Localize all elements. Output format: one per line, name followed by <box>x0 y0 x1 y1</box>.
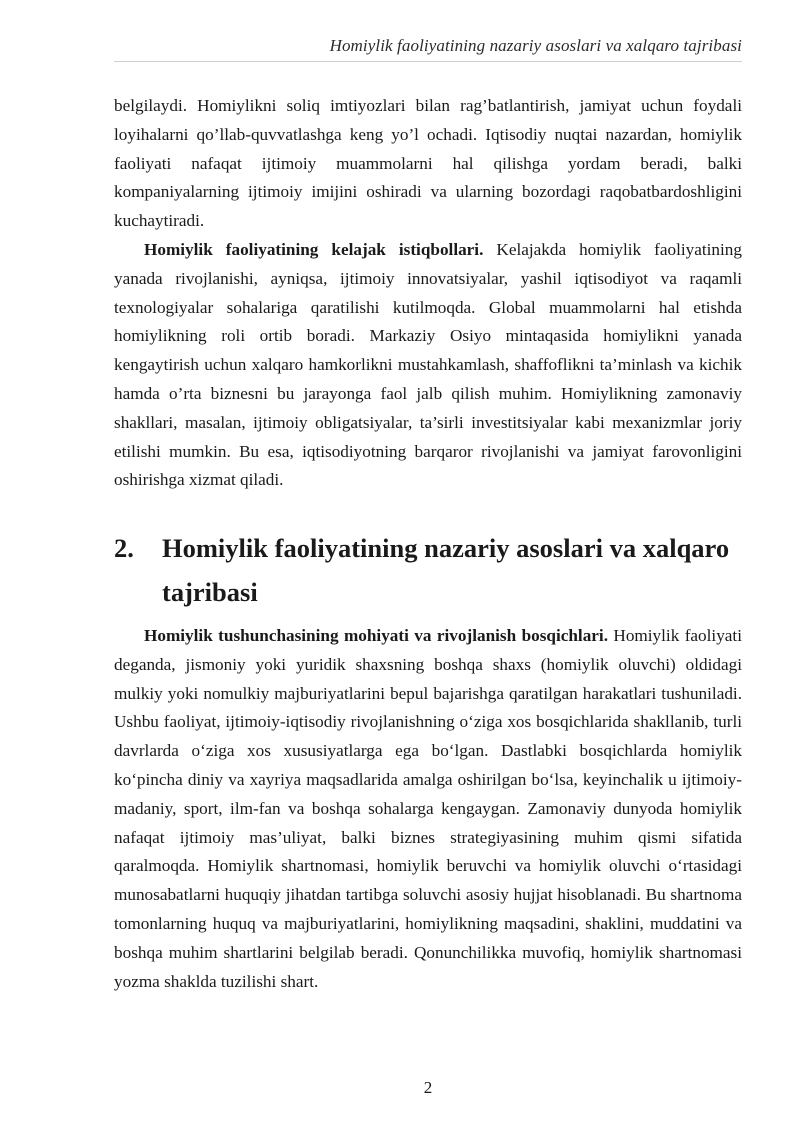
body-paragraph <box>114 622 742 996</box>
paragraph-text: Homiylik faoliyati deganda, jismoniy yoki yuridik shaxsning boshqa shaxs (homiylik oluvchi) oldidagi mulkiy yoki nomulkiy majburiyatlarini bepul bajarishga qaratilgan harakatlari tushuniladi. Ushbu faoliyat, ijtimoiy-iqtisodiy rivojlanishning o‘ziga xos bosqichlarida shakllanib, turli davrlarda o‘ziga xos xususiyatlarga ega bo‘lgan. Dastlabki bosqichlarda homiylik ko‘pincha diniy va xayriya maqsadlarida amalga oshirilgan bo‘lsa, keyinchalik u ijtimoiy-madaniy, sport, ilm-fan va boshqa sohalarga kengaygan. Zamonaviy dunyoda homiylik nafaqat ijtimoiy mas’uliyat, balki biznes strategiyasining muhim qismi sifatida qaralmoqda. Homiylik shartnomasi, homiylik beruvchi va homiylik oluvchi o‘rtasidagi munosabatlarni huquqiy jihatdan tartibga soluvchi asosiy hujjat hisoblanadi. Bu shartnoma tomonlarning huquq va majburiyatlarini, homiylikning maqsadini, shaklini, muddatini va boshqa muhim shartlarini belgilab beradi. Qonunchilikka muvofiq, homiylik shartnomasi yozma shaklda tuzilishi shart. <box>114 626 742 991</box>
section-title: Homiylik faoliyatining nazariy asoslari va xalqaro tajribasi <box>162 533 730 607</box>
section-number: 2. <box>114 533 134 563</box>
header-divider <box>114 61 742 62</box>
running-header: Homiylik faoliyatining nazariy asoslari va xalqaro tajribasi <box>329 36 742 55</box>
paragraph-text: belgilaydi. Homiylikni soliq imtiyozlari bilan rag’batlantirish, jamiyat uchun foydali loyihalarni qo’llab-quvvatlashga keng yo’l ochadi. Iqtisodiy nuqtai nazardan, homiylik faoliyati nafaqat ijtimoiy muammolarni hal qilishga yordam beradi, balki kompaniyalarning ijtimoiy imijini oshiradi va ularning bozordagi raqobatbardoshligini kuchaytiradi. <box>114 96 742 231</box>
body-paragraph <box>114 236 742 495</box>
body-paragraph <box>114 92 742 236</box>
page-number: 2 <box>423 1078 433 1097</box>
paragraph-lead-heading: Homiylik faoliyatining kelajak istiqbollari. <box>144 239 484 259</box>
paragraph-text: Kelajakda homiylik faoliyatining yanada rivojlanishi, ayniqsa, ijtimoiy innovatsiyalar, yashil iqtisodiyot va raqamli texnologiyalar sohalariga qaratilishi kutilmoqda. Global muammolarni hal etishda homiylikning roli ortib boradi. Markaziy Osiyo mintaqasida homiylikni yanada kengaytirish uchun xalqaro hamkorlikni mustahkamlash, shaffoflikni ta’minlash va kichik hamda o’rta biznesni bu jarayonga faol jalb qilish muhim. Homiylikning zamonaviy shakllari, masalan, ijtimoiy obligatsiyalar, ta’sirli investitsiyalar kabi mexanizmlar joriy etilishi mumkin. Bu esa, iqtisodiyotning barqaror rivojlanishi va jamiyat farovonligini oshirishga xizmat qiladi. <box>114 239 742 490</box>
intro-text-block <box>114 92 742 495</box>
section-heading <box>114 526 754 614</box>
section-text-block <box>114 622 742 996</box>
paragraph-lead-heading: Homiylik tushunchasining mohiyati va rivojlanish bosqichlari. <box>144 626 608 645</box>
